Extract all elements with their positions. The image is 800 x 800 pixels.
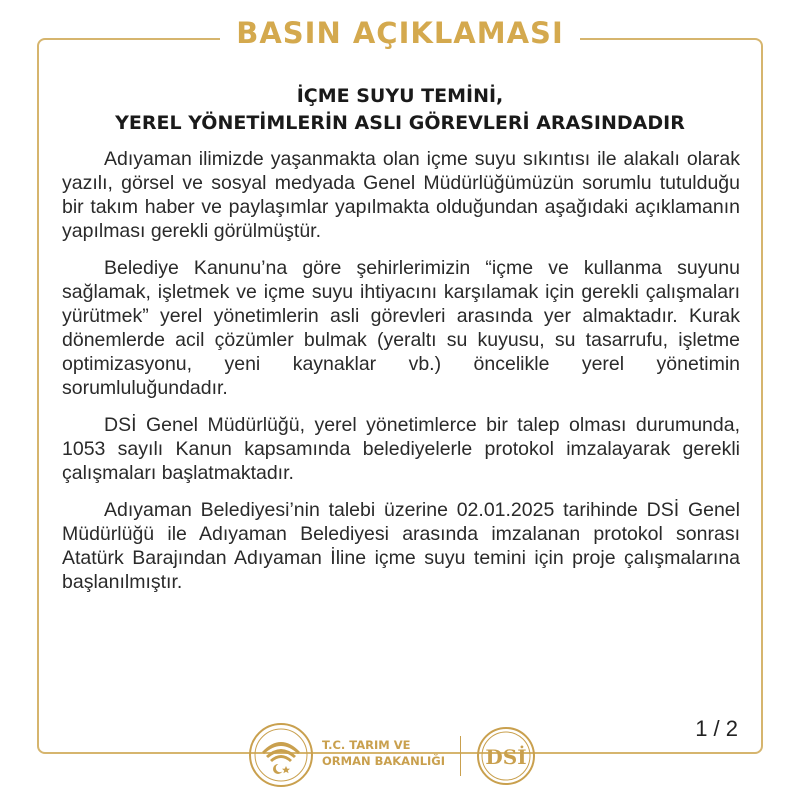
title-container [0,16,800,50]
paragraph-3: DSİ Genel Müdürlüğü, yerel yönetimlerce bir talep olması durumunda, 1053 sayılı Kanun kapsamında belediyelerle protokol imzalayarak gerekli çalışmaları başlatmaktadır. [62,414,740,484]
headline [0,83,800,137]
ministry-line-2: ORMAN BAKANLIĞI [322,754,446,768]
ministry-line-1: T.C. TARIM VE [322,738,411,752]
ministry-seal-icon [248,722,314,788]
paragraph-4: Adıyaman Belediyesi’nin talebi üzerine 02.01.2025 tarihinde DSİ Genel Müdürlüğü ile Adıyaman Belediyesi arasında imzalanan protokol sonrası Atatürk Barajından Adıyaman İline içme suyu temini için proje çalışmalarına başlanılmıştır. [62,499,740,593]
footer-logos [248,722,568,788]
paragraph-2: Belediye Kanunu’na göre şehirlerimizin “içme ve kullanma suyunu sağlamak, işletmek ve içme suyu ihtiyacını karşılamak için gerekli çalışmaları yürütmek” yerel yönetimlerin asli görevleri arasında yer almaktadır. Kurak dönemlerde acil çözümler bulmak (yeraltı su kuyusu, su tasarrufu, işletme optimizasyonu, yeni kaynaklar vb.) öncelikle yerel yönetimin sorumluluğundadır. [62,257,740,399]
logo-divider [460,736,461,776]
ministry-name [322,737,445,769]
page-title: BASIN AÇIKLAMASI [220,16,579,50]
dsi-logo-icon [476,726,536,786]
page-indicator: 1 / 2 [695,716,738,741]
headline-line-1: İÇME SUYU TEMİNİ, [296,85,504,107]
dsi-logo-text: DSİ [485,745,527,769]
paragraph-1: Adıyaman ilimizde yaşanmakta olan içme suyu sıkıntısı ile alakalı olarak yazılı, görsel ve sosyal medyada Genel Müdürlüğümüzün sorumlu tutulduğu bir takım haber ve paylaşımlar yapılmakta olduğundan aşağıdaki açıklamanın yapılması gerekli görülmüştür. [62,148,740,242]
press-release-body [62,147,740,607]
headline-line-2: YEREL YÖNETİMLERİN ASLI GÖREVLERİ ARASINDADIR [115,112,685,134]
